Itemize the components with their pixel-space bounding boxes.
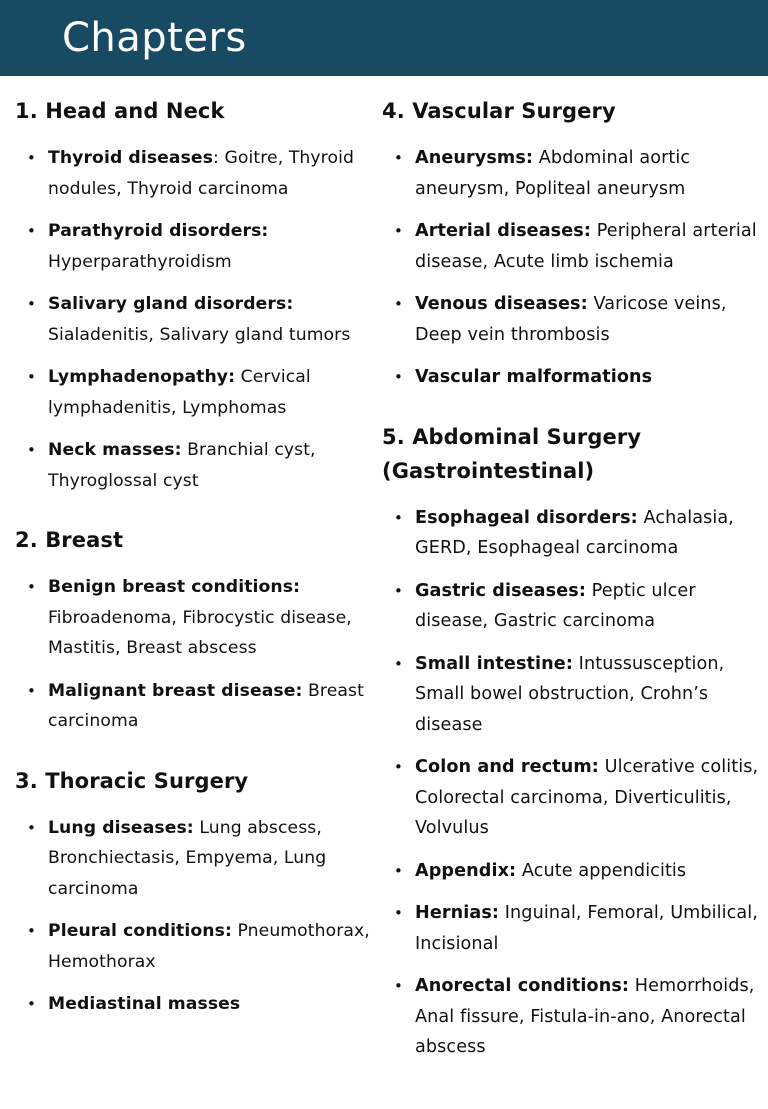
item-list	[15, 143, 377, 496]
item-term: Salivary gland disorders:	[48, 294, 294, 314]
list-item	[382, 362, 760, 393]
section-vascular-surgery	[382, 94, 760, 393]
item-term: Esophageal disorders:	[415, 507, 638, 528]
section-title: 1. Head and Neck	[15, 99, 225, 123]
item-term: Gastric diseases:	[415, 580, 586, 601]
section-title: 4. Vascular Surgery	[382, 99, 616, 123]
item-description: Cervical lymphadenitis, Lymphomas	[48, 367, 311, 418]
list-item	[15, 813, 377, 905]
item-term: Colon and rectum:	[415, 757, 599, 777]
item-term: Lymphadenopathy:	[48, 367, 236, 387]
section-title: 2. Breast	[15, 528, 124, 552]
item-description: Intussusception, Small bowel obstruction, Crohn’s disease	[415, 653, 725, 735]
item-list	[15, 813, 377, 1020]
bullet-icon: •	[394, 581, 403, 600]
item-term: Lung diseases:	[48, 817, 194, 838]
item-term: Pleural conditions:	[48, 921, 232, 941]
bullet-icon: •	[394, 654, 403, 673]
item-description: Varicose veins, Deep vein thrombosis	[415, 294, 727, 345]
item-term: Parathyroid disorders:	[48, 221, 269, 241]
bullet-icon: •	[394, 977, 403, 995]
list-item	[382, 503, 760, 564]
bullet-icon: •	[394, 508, 403, 527]
bullet-icon: •	[27, 995, 36, 1013]
section-title: 5. Abdominal Surgery (Gastrointestinal)	[382, 424, 642, 483]
header-banner	[0, 0, 768, 76]
list-item	[382, 216, 760, 277]
list-item	[15, 676, 377, 737]
item-description: Branchial cyst, Thyroglossal cyst	[48, 440, 316, 491]
item-description: Fibroadenoma, Fibrocystic disease, Mastitis, Breast abscess	[48, 607, 352, 658]
bullet-icon: •	[27, 681, 36, 700]
list-item	[382, 971, 760, 1063]
item-term: Appendix:	[415, 860, 517, 881]
item-description: Breast carcinoma	[48, 680, 364, 731]
list-item	[15, 989, 377, 1020]
list-item	[382, 752, 760, 844]
list-item	[15, 143, 377, 204]
list-item	[382, 649, 760, 741]
item-description: Peptic ulcer disease, Gastric carcinoma	[415, 580, 696, 631]
bullet-icon: •	[27, 295, 36, 313]
bullet-icon: •	[27, 818, 36, 837]
item-description: Pneumothorax, Hemothorax	[48, 921, 370, 972]
right-column	[382, 94, 760, 1090]
bullet-icon: •	[394, 295, 403, 313]
item-term: Venous diseases:	[415, 294, 588, 314]
item-term: Benign breast conditions:	[48, 577, 301, 597]
list-item	[15, 289, 377, 350]
item-description: Hyperparathyroidism	[48, 251, 232, 272]
item-description: : Goitre, Thyroid nodules, Thyroid carcinoma	[48, 148, 354, 199]
item-description: Sialadenitis, Salivary gland tumors	[48, 324, 351, 345]
list-item	[15, 916, 377, 977]
item-term: Arterial diseases:	[415, 221, 591, 241]
list-item	[382, 856, 760, 887]
item-term: Mediastinal masses	[48, 994, 241, 1014]
list-item	[382, 898, 760, 959]
item-term: Aneurysms:	[415, 148, 534, 168]
section-head-and-neck	[15, 94, 377, 496]
item-description: Peripheral arterial disease, Acute limb ischemia	[415, 221, 757, 272]
item-description: Acute appendicitis	[516, 860, 687, 881]
item-term: Small intestine:	[415, 653, 573, 674]
section-abdominal-surgery	[382, 420, 760, 1063]
list-item	[15, 362, 377, 423]
item-list	[382, 143, 760, 393]
list-item	[15, 435, 377, 496]
list-item	[382, 289, 760, 350]
list-item	[15, 572, 377, 664]
item-description: Ulcerative colitis, Colorectal carcinoma, Diverticulitis, Volvulus	[415, 757, 759, 838]
bullet-icon: •	[27, 222, 36, 240]
bullet-icon: •	[394, 861, 403, 880]
bullet-icon: •	[27, 368, 36, 386]
bullet-icon: •	[394, 904, 403, 922]
bullet-icon: •	[27, 149, 36, 167]
page-title: Chapters	[62, 15, 247, 61]
item-term: Thyroid diseases	[48, 148, 214, 168]
section-thoracic-surgery	[15, 764, 377, 1020]
item-description: Abdominal aortic aneurysm, Popliteal aneurysm	[415, 148, 691, 199]
list-item	[382, 576, 760, 637]
bullet-icon: •	[27, 922, 36, 940]
item-description: Achalasia, GERD, Esophageal carcinoma	[415, 507, 734, 558]
section-title: 3. Thoracic Surgery	[15, 768, 249, 793]
bullet-icon: •	[394, 149, 403, 167]
item-term: Anorectal conditions:	[415, 976, 630, 996]
bullet-icon: •	[394, 368, 403, 386]
item-description: Inguinal, Femoral, Umbilical, Incisional	[415, 903, 758, 954]
bullet-icon: •	[27, 578, 36, 596]
item-description: Hemorrhoids, Anal fissure, Fistula-in-ano, Anorectal abscess	[415, 976, 755, 1057]
bullet-icon: •	[394, 758, 403, 776]
section-breast	[15, 523, 377, 737]
item-list	[382, 503, 760, 1063]
item-description: Lung abscess, Bronchiectasis, Empyema, Lung carcinoma	[48, 817, 327, 899]
item-term: Vascular malformations	[415, 367, 653, 387]
bullet-icon: •	[394, 222, 403, 240]
list-item	[15, 216, 377, 277]
left-column	[15, 94, 377, 1047]
bullet-icon: •	[27, 441, 36, 459]
item-list	[15, 572, 377, 737]
item-term: Neck masses:	[48, 440, 182, 460]
list-item	[382, 143, 760, 204]
item-term: Hernias:	[415, 903, 500, 923]
item-term: Malignant breast disease:	[48, 680, 303, 701]
